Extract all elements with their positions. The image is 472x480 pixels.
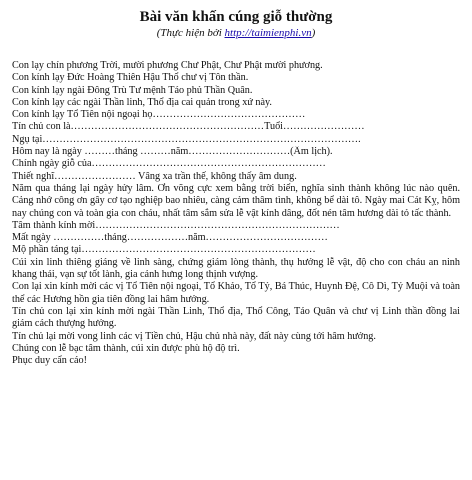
prayer-text <box>12 60 460 367</box>
text-paragraph: Cúi xin linh thiêng giáng về linh sàng, chứng giám lòng thành, thụ hưởng lễ vật, độ cho con cháu an ninh khang thái, vạn sự tốt lành, gia cảnh hưng long thịnh vượng. <box>12 256 460 281</box>
text-line: Mộ phần táng tại…………………………………………………………… <box>12 244 316 256</box>
text-line: Con kính lạy Tổ Tiên nội ngoại họ……………………………………… <box>12 109 306 121</box>
subtitle-prefix: (Thực hiện bởi <box>156 27 225 39</box>
page-title: Bài văn khấn cúng giỗ thường <box>139 9 333 25</box>
text-line: Con kính lạy các ngài Thần linh, Thổ địa cai quản trong xứ này. <box>12 96 272 108</box>
text-paragraph: Tín chủ con lại xin kính mời ngài Thần Linh, Thổ địa, Thổ Công, Táo Quân và chư vị Linh thần đồng lai giám cách thượng hưởng. <box>12 305 460 330</box>
text-line: Chúng con lễ bạc tâm thành, cúi xin được phù hộ độ trì. <box>12 342 240 354</box>
text-line: Tín chủ lại mời vong linh các vị Tiền chủ, Hậu chủ nhà này, đất này cùng tới hâm hưởng. <box>12 330 376 342</box>
text-line: Mất ngày ……………tháng………………năm……………………………… <box>12 232 328 244</box>
text-line: Con lạy chín phương Trời, mười phương Chư Phật, Chư Phật mười phương. <box>12 60 323 71</box>
text-line: Thiết nghĩ…………………… Vâng xa trần thế, không thấy âm dung. <box>12 170 297 182</box>
text-line: Hôm nay là ngày ………tháng ………năm…………………………(Âm lịch). <box>12 146 333 158</box>
subtitle-suffix: ) <box>311 27 316 39</box>
text-paragraph: Năm qua tháng lại ngày hửy lâm. Ơn võng cực xem bằng trời biển, nghĩa sinh thành không lúc nào quên. Cảng nhớ công ơn gây cơ tạo nghiệp bao nhiêu, càng cảm thâm tình, không bể dài tô. Ngày mai Cát Kỵ, hôm nay chúng con và toàn gia con cháu, nhất tâm sắm sửa lễ vật kính dâng, đốt nén tâm hương dài tỏ tấc thành. <box>12 182 460 219</box>
page-subtitle <box>12 27 460 40</box>
text-line: Phục duy cẩn cáo! <box>12 355 87 367</box>
text-line: Tâm thành kính mời……………………………………………………………… <box>12 219 340 231</box>
source-link[interactable]: http://taimienphi.vn <box>224 27 312 39</box>
text-line: Ngụ tại…………………………………………………………………………………. <box>12 133 361 145</box>
text-paragraph: Con lại xin kính mời các vị Tổ Tiên nội ngoại, Tổ Khảo, Tổ Tỷ, Bá Thúc, Huynh Đệ, Cô Dì, Tỷ Muội và toàn thể các Hương hồn gia tiên đồng lai hâm hưởng. <box>12 281 460 305</box>
text-line: Con kính lạy Đức Hoàng Thiên Hậu Thổ chư vị Tôn thần. <box>12 72 249 84</box>
text-line: Tín chủ con là…………………………………………………Tuổi…………………… <box>12 121 365 133</box>
text-line: Con kính lạy ngài Đông Trù Tư mệnh Táo phủ Thần Quân. <box>12 84 253 96</box>
text-line: Chính ngày giỗ của…………………………………………………………… <box>12 158 326 170</box>
